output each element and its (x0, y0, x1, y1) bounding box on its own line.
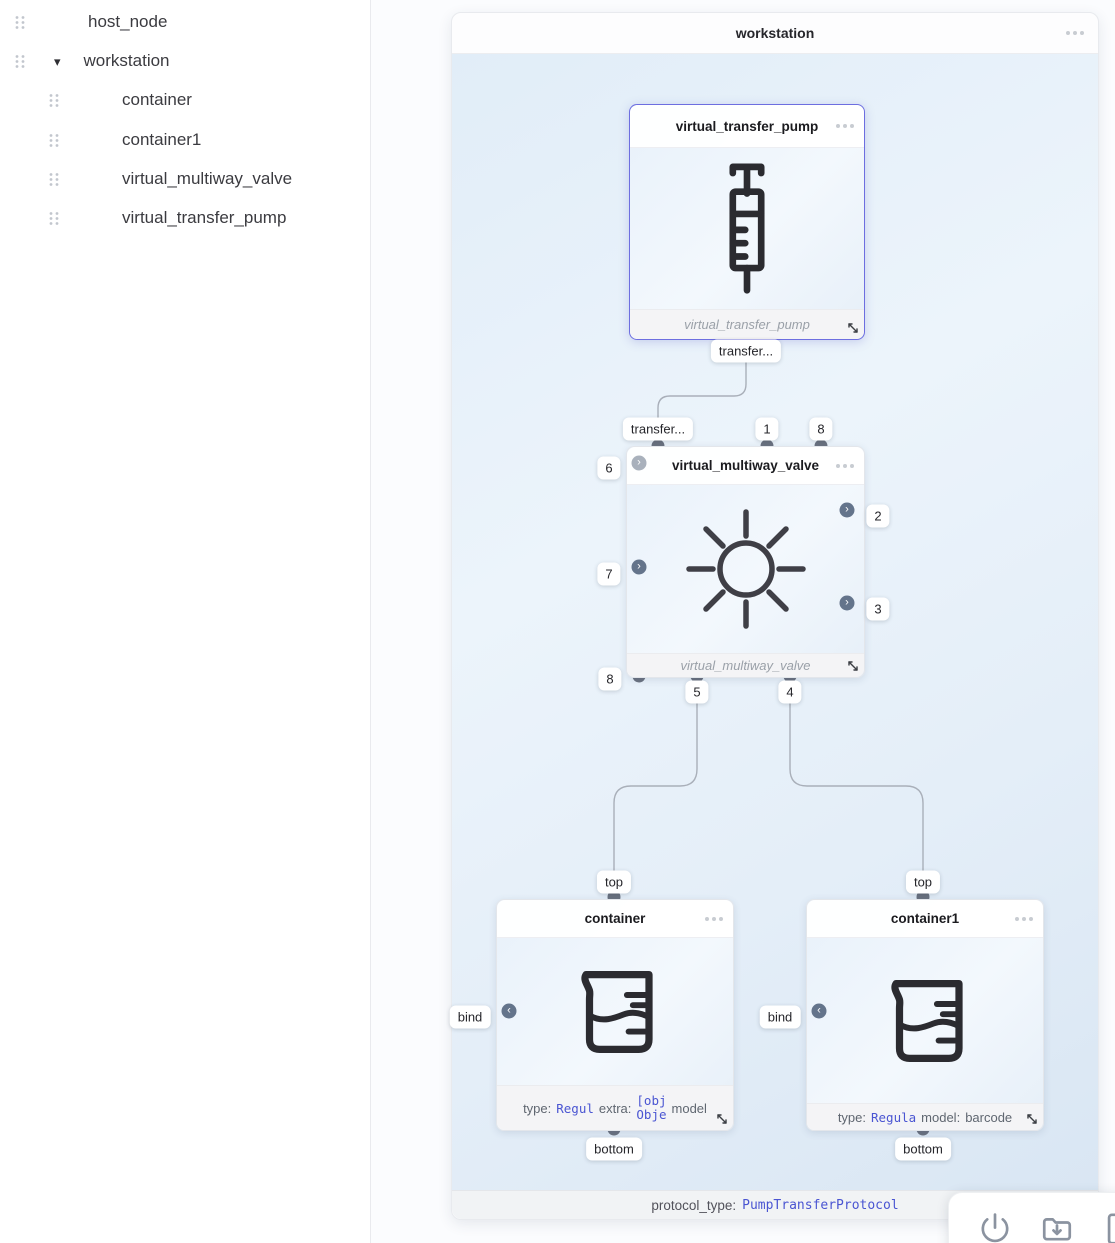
tree-item-container1[interactable] (48, 125, 201, 155)
port-label-container1-bottom: bottom (895, 1138, 951, 1161)
type-value: Regula (871, 1109, 917, 1125)
port-label-container1-top: top (906, 871, 940, 894)
node-virtual-multiway-valve[interactable] (626, 446, 865, 678)
port-label-valve-2: 2 (866, 505, 889, 528)
drag-handle-icon[interactable] (14, 54, 26, 69)
drag-handle-icon[interactable] (48, 93, 60, 108)
tree-item-workstation[interactable] (14, 46, 170, 76)
port-label-valve-4: 4 (778, 681, 801, 704)
tree-item-label: container (122, 90, 192, 109)
tree-item-label: virtual_multiway_valve (122, 169, 293, 188)
drag-handle-icon[interactable] (48, 172, 60, 187)
node-header[interactable] (627, 447, 864, 485)
node-title: virtual_multiway_valve (671, 458, 820, 473)
port-label-valve-8-bottom: 8 (598, 668, 621, 691)
drag-handle-icon[interactable] (14, 15, 26, 30)
workstation-group-node[interactable] (451, 12, 1099, 1220)
caret-down-icon[interactable]: ▾ (54, 53, 61, 69)
file-icon (1102, 1212, 1115, 1243)
node-body (627, 484, 864, 654)
node-container[interactable] (496, 899, 734, 1131)
tree-item-virtual-transfer-pump[interactable] (48, 203, 286, 233)
node-title: container (584, 911, 646, 926)
beaker-icon (564, 960, 666, 1064)
workstation-title: workstation (735, 25, 815, 41)
resize-handle-icon[interactable] (716, 1113, 728, 1125)
node-title: virtual_transfer_pump (675, 118, 819, 134)
node-body (630, 147, 864, 310)
model-value: barcode (965, 1109, 1013, 1125)
flow-canvas[interactable] (371, 0, 1115, 1243)
node-menu-icon[interactable] (1015, 917, 1033, 921)
tree-item-label: workstation (83, 51, 170, 70)
port-handle-container-bind[interactable]: ‹ (502, 1004, 517, 1019)
node-body (807, 937, 1043, 1104)
power-button[interactable] (977, 1211, 1013, 1243)
port-label-container-bottom: bottom (586, 1138, 642, 1161)
type-value: Regul (556, 1100, 594, 1116)
beaker-icon (874, 969, 976, 1073)
node-title: container1 (890, 911, 960, 926)
node-container1[interactable] (806, 899, 1044, 1131)
protocol-type-label: protocol_type: (651, 1197, 737, 1213)
tree-item-container[interactable] (48, 85, 192, 115)
port-label-pump-transfer: transfer... (711, 340, 781, 363)
node-data-footer (807, 1103, 1043, 1130)
drag-handle-icon[interactable] (48, 133, 60, 148)
port-handle-valve-7[interactable]: › (632, 560, 647, 575)
multiway-valve-icon (686, 509, 806, 629)
port-label-container-bind: bind (450, 1006, 491, 1029)
tree-item-label: container1 (122, 130, 202, 149)
port-label-valve-transfer: transfer... (623, 418, 693, 441)
port-label-valve-5: 5 (685, 681, 708, 704)
node-header[interactable] (630, 105, 864, 148)
port-handle-valve-6[interactable]: › (632, 456, 647, 471)
port-label-valve-7: 7 (597, 563, 620, 586)
tree-item-label: host_node (88, 12, 168, 31)
tree-item-label: virtual_transfer_pump (122, 208, 287, 227)
port-handle-container1-bind[interactable]: ‹ (812, 1004, 827, 1019)
node-menu-icon[interactable] (705, 917, 723, 921)
protocol-type-value: PumpTransferProtocol (742, 1197, 899, 1213)
resize-handle-icon[interactable] (847, 322, 859, 334)
file-export-button[interactable] (1101, 1211, 1115, 1243)
canvas-action-toolbar (948, 1192, 1115, 1243)
folder-download-button[interactable] (1039, 1211, 1075, 1243)
edge-valve4-to-container1-top[interactable] (790, 686, 923, 899)
type-label: type: (837, 1109, 866, 1125)
port-label-valve-1: 1 (755, 418, 778, 441)
folder-download-icon (1039, 1212, 1075, 1243)
port-label-container1-bind: bind (760, 1006, 801, 1029)
extra-value-line1: [obj (636, 1092, 667, 1108)
port-label-valve-6: 6 (597, 457, 620, 480)
node-menu-icon[interactable] (836, 124, 854, 128)
type-label: type: (523, 1100, 552, 1116)
model-label: model (671, 1100, 707, 1116)
extra-label: extra: (598, 1100, 632, 1116)
node-menu-icon[interactable] (836, 464, 854, 468)
node-subtitle: virtual_transfer_pump (630, 309, 864, 339)
syringe-icon (720, 158, 774, 300)
drag-handle-icon[interactable] (48, 211, 60, 226)
power-icon (978, 1212, 1012, 1243)
tree-item-virtual-multiway-valve[interactable] (48, 164, 292, 194)
sidebar-tree (0, 0, 371, 1243)
resize-handle-icon[interactable] (847, 660, 859, 672)
port-label-container-top: top (597, 871, 631, 894)
tree-item-host-node[interactable] (14, 7, 167, 37)
extra-value-line2: Obje (636, 1107, 667, 1122)
resize-handle-icon[interactable] (1026, 1113, 1038, 1125)
node-header[interactable] (807, 900, 1043, 938)
port-handle-valve-3[interactable]: › (840, 596, 855, 611)
port-label-valve-8-top: 8 (809, 418, 832, 441)
node-data-footer (497, 1085, 733, 1130)
node-subtitle: virtual_multiway_valve (627, 653, 864, 677)
node-header[interactable] (497, 900, 733, 938)
port-handle-valve-2[interactable]: › (840, 503, 855, 518)
model-label: model: (921, 1109, 961, 1125)
node-virtual-transfer-pump[interactable] (629, 104, 865, 340)
port-label-valve-3: 3 (866, 598, 889, 621)
edge-valve5-to-container-top[interactable] (614, 686, 697, 899)
node-body (497, 937, 733, 1086)
